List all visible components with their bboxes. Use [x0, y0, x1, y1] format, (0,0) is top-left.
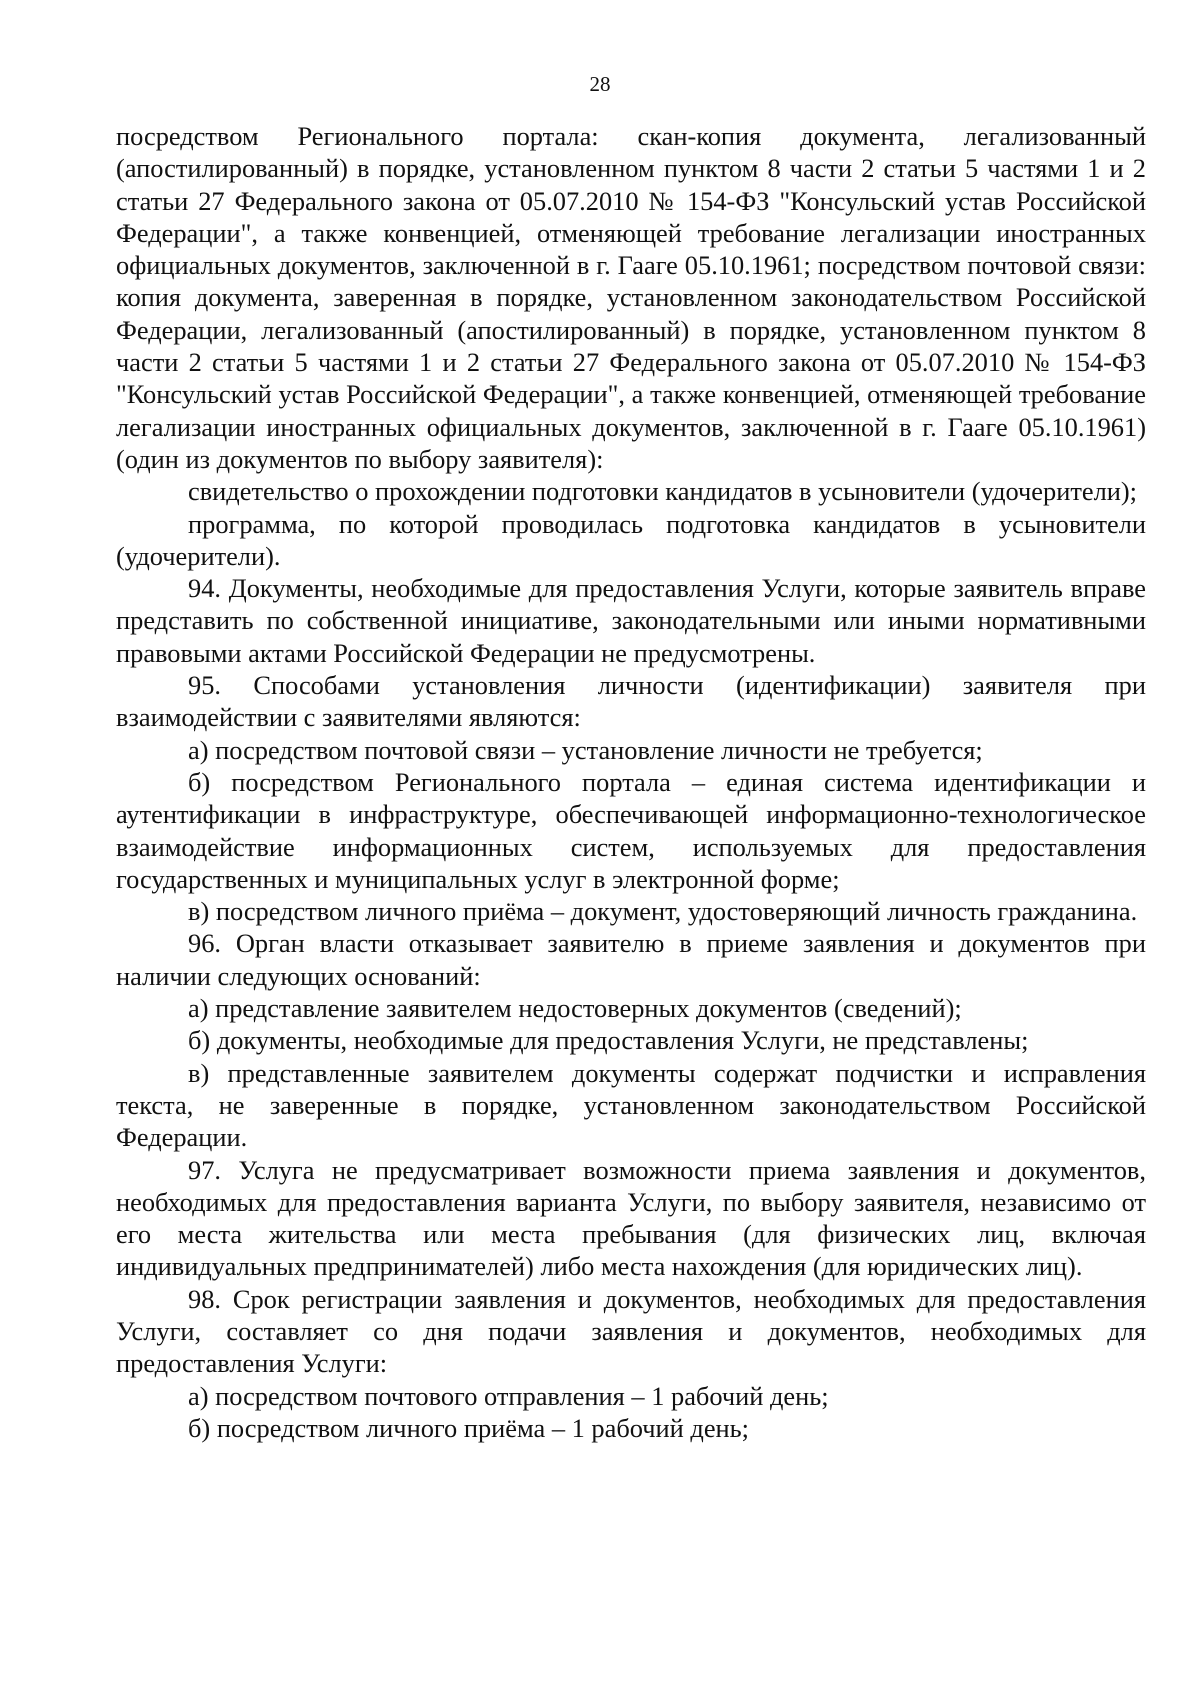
page-number: 28 — [589, 72, 611, 96]
paragraph-95-b: б) посредством Регионального портала – единая система идентификации и аутентификации в инфраструктуре, обеспечивающей информационно-технологическое взаимодействие информационных систем, используемых для предоставления государственных и муниципальных услуг в электронной форме; — [116, 766, 1146, 894]
paragraph-97: 97. Услуга не предусматривает возможности приема заявления и документов, необходимых для предоставления варианта Услуги, по выбору заявителя, независимо от его места жительства или места пребывания (для физических лиц, включая индивидуальных предпринимателей) либо места нахождения (для юридических лиц). — [116, 1154, 1146, 1282]
paragraph-training-certificate: свидетельство о прохождении подготовки кандидатов в усыновители (удочерители); — [188, 476, 1137, 507]
paragraph-98: 98. Срок регистрации заявления и документов, необходимых для предоставления Услуги, составляет со дня подачи заявления и документов, необходимых для предоставления Услуги: — [116, 1283, 1146, 1379]
paragraph-95-a: а) посредством почтовой связи – установление личности не требуется; — [188, 734, 983, 765]
paragraph-95: 95. Способами установления личности (идентификации) заявителя при взаимодействии с заявителями являются: — [116, 670, 1146, 733]
paragraph-94: 94. Документы, необходимые для предоставления Услуги, которые заявитель вправе представить по собственной инициативе, законодательными или иными нормативными правовыми актами Российской Федерации не предусмотрены. — [116, 573, 1146, 668]
paragraph-96-a: а) представление заявителем недостоверных документов (сведений); — [188, 993, 962, 1024]
paragraph-continued-document-list: посредством Регионального портала: скан-копия документа, легализованный (апостилированный) в порядке, установленном пунктом 8 части 2 статьи 5 частями 1 и 2 статьи 27 Федерального закона от 05.07.2010 № 154-ФЗ "Консульский устав Российской Федерации", а также конвенцией, отменяющей требование легализации иностранных официальных документов, заключенной в г. Гааге 05.10.1961; посредством почтовой связи: копия документа, заверенная в порядке, установленном законодательством Российской Федерации, легализованный (апостилированный) в порядке, установленном пунктом 8 части 2 статьи 5 частями 1 и 2 статьи 27 Федерального закона от 05.07.2010 № 154-ФЗ "Консульский устав Российской Федерации", а также конвенцией, отменяющей требование легализации иностранных официальных документов, заключенной в г. Гааге 05.10.1961) (один из документов по выбору заявителя): — [116, 121, 1146, 474]
paragraph-96: 96. Орган власти отказывает заявителю в приеме заявления и документов при наличии следующих оснований: — [116, 928, 1146, 991]
paragraph-98-b: б) посредством личного приёма – 1 рабочий день; — [188, 1412, 750, 1443]
document-body — [116, 120, 1146, 1444]
paragraph-training-program: программа, по которой проводилась подготовка кандидатов в усыновители (удочерители). — [116, 508, 1146, 571]
paragraph-96-v: в) представленные заявителем документы содержат подчистки и исправления текста, не заверенные в порядке, установленном законодательством Российской Федерации. — [116, 1057, 1146, 1153]
paragraph-95-v: в) посредством личного приёма – документ, удостоверяющий личность гражданина. — [188, 896, 1138, 927]
paragraph-98-a: а) посредством почтового отправления – 1 рабочий день; — [188, 1380, 829, 1411]
paragraph-96-b: б) документы, необходимые для предоставления Услуги, не представлены; — [188, 1025, 1029, 1056]
